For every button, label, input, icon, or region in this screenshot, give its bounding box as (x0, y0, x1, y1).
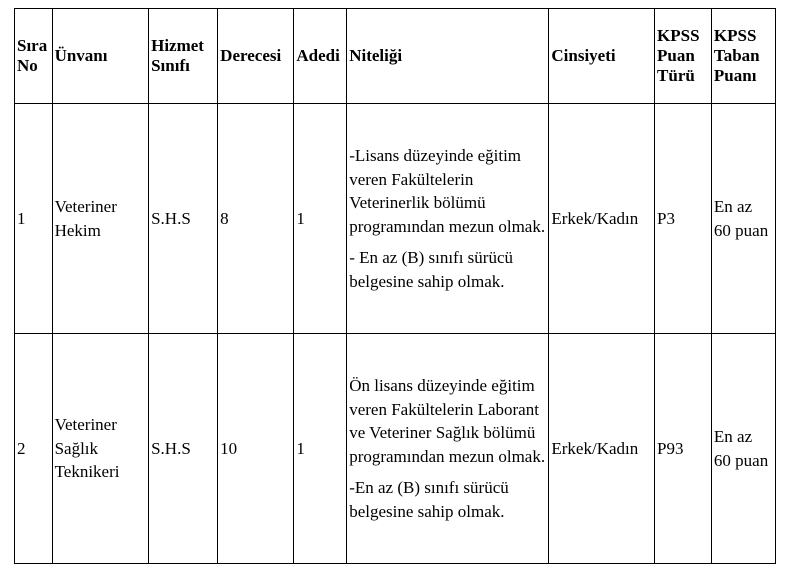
header-service-class: Hizmet Sınıfı (149, 9, 218, 104)
cell-qualification (347, 104, 549, 334)
cell-title: Veteriner Sağlık Teknikeri (52, 334, 149, 564)
header-title: Ünvanı (52, 9, 149, 104)
cell-service-class: S.H.S (149, 334, 218, 564)
cell-count: 1 (294, 104, 347, 334)
cell-score-type: P3 (655, 104, 712, 334)
cell-grade: 8 (218, 104, 294, 334)
cell-gender: Erkek/Kadın (549, 334, 655, 564)
table-row (15, 104, 776, 334)
cell-score-type: P93 (655, 334, 712, 564)
header-count: Adedi (294, 9, 347, 104)
cell-no: 2 (15, 334, 53, 564)
header-score-type: KPSS Puan Türü (655, 9, 712, 104)
qualification-license: - En az (B) sınıfı sürücü belgesine sahip olmak. (349, 248, 514, 291)
header-row (15, 9, 776, 104)
header-min-score: KPSS Taban Puanı (711, 9, 775, 104)
cell-min-score: En az 60 puan (711, 104, 775, 334)
header-grade: Derecesi (218, 9, 294, 104)
cell-qualification (347, 334, 549, 564)
qualification-education: Ön lisans düzeyinde eğitim veren Fakültelerin Laborant ve Veteriner Sağlık bölümü programından mezun olmak. (349, 376, 546, 466)
positions-table (14, 8, 776, 564)
header-gender: Cinsiyeti (549, 9, 655, 104)
cell-gender: Erkek/Kadın (549, 104, 655, 334)
table-row (15, 334, 776, 564)
qualification-license: -En az (B) sınıfı sürücü belgesine sahip olmak. (349, 478, 509, 521)
cell-grade: 10 (218, 334, 294, 564)
cell-service-class: S.H.S (149, 104, 218, 334)
cell-count: 1 (294, 334, 347, 564)
cell-no: 1 (15, 104, 53, 334)
header-no: Sıra No (15, 9, 53, 104)
cell-min-score: En az 60 puan (711, 334, 775, 564)
qualification-education: -Lisans düzeyinde eğitim veren Fakültelerin Veterinerlik bölümü programından mezun olmak. (349, 146, 546, 236)
cell-title: Veteriner Hekim (52, 104, 149, 334)
header-qualification: Niteliği (347, 9, 549, 104)
